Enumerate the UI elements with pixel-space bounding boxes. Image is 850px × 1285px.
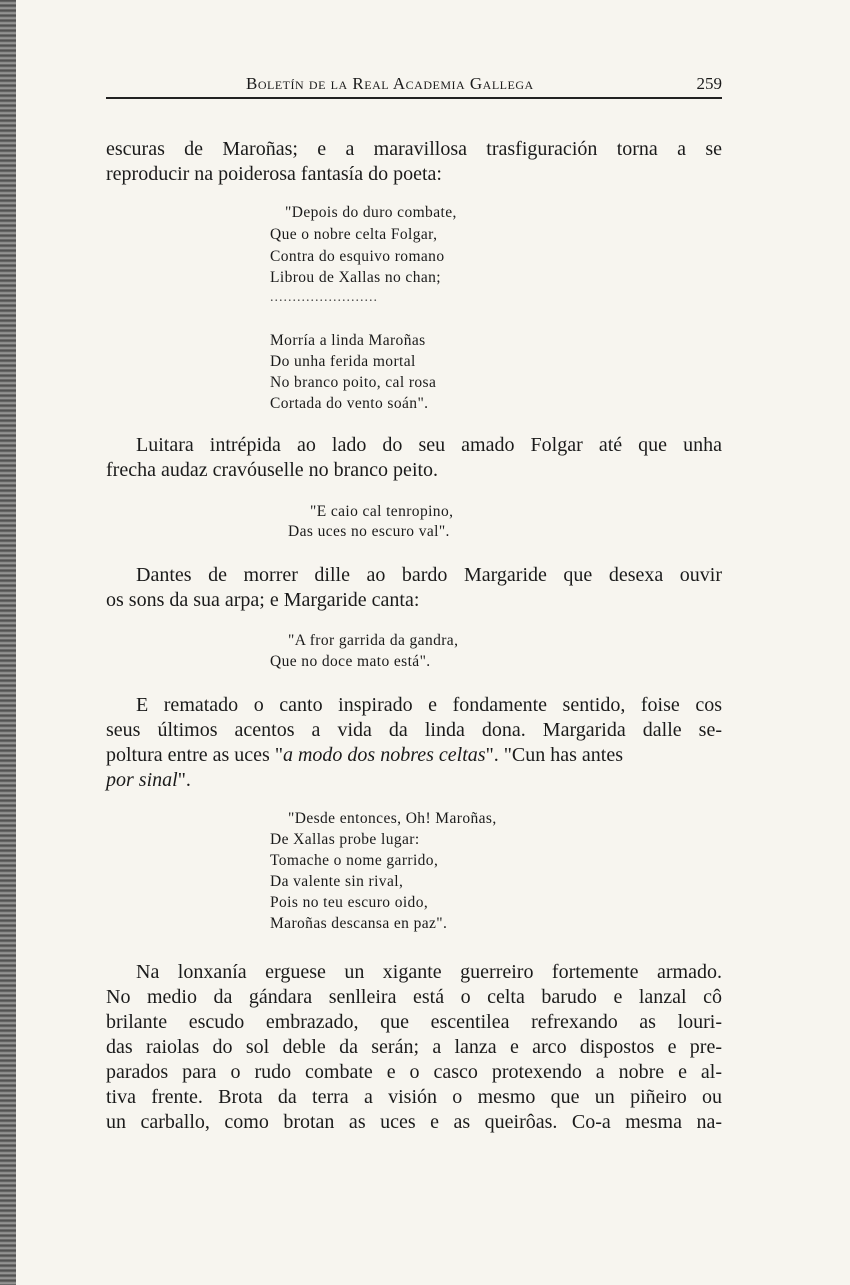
running-header xyxy=(106,72,722,98)
paragraph-3-line-2: os sons da sua arpa; e Margaride canta: xyxy=(106,589,420,611)
poem-1-line: No branco poito, cal rosa xyxy=(270,374,437,391)
poem-4-line: Tomache o nome garrido, xyxy=(270,852,439,869)
poem-3-line: Que no doce mato está". xyxy=(270,653,431,670)
poem-4-line: Maroñas descansa en paz". xyxy=(270,915,448,932)
book-spine-edge xyxy=(0,0,16,1285)
header-rule xyxy=(106,97,722,99)
paragraph-5-line-1: Na lonxanía erguese un xigante guerreiro fortemente armado. xyxy=(136,961,722,983)
poem-2-line: Das uces no escuro val". xyxy=(288,523,450,540)
poem-1-line: Librou de Xallas no chan; xyxy=(270,269,441,286)
poem-3-line: "A fror garrida da gandra, xyxy=(288,632,459,649)
paragraph-4-line-3-end: ". "Cun has antes xyxy=(485,744,623,766)
poem-1-line: "Depois do duro combate, xyxy=(285,204,457,221)
paragraph-3-line-1: Dantes de morrer dille ao bardo Margaride que desexa ouvir xyxy=(136,564,722,586)
poem-4-line: Da valente sin rival, xyxy=(270,873,404,890)
paragraph-5-line-7: un carballo, como brotan as uces e as queirôas. Co-a mesma na- xyxy=(106,1111,722,1133)
paragraph-4-line-1: E rematado o canto inspirado e fondamente sentido, foise cos xyxy=(136,694,722,716)
paragraph-1-line-1: escuras de Maroñas; e a maravillosa trasfiguración torna a se xyxy=(106,138,722,160)
poem-4-line: Pois no teu escuro oido, xyxy=(270,894,429,911)
paragraph-4-line-4 xyxy=(106,768,191,792)
poem-1-line: Morría a linda Maroñas xyxy=(270,332,426,349)
poem-1-line: Contra do esquivo romano xyxy=(270,248,445,265)
poem-1-line: Cortada do vento soán". xyxy=(270,395,429,412)
paragraph-5-line-3: brilante escudo embrazado, que escentilea refrexando as louri- xyxy=(106,1011,722,1033)
paragraph-4-line-2: seus últimos acentos a vida da linda dona. Margarida dalle se- xyxy=(106,719,722,741)
paragraph-5-line-5: parados para o rudo combate e o casco protexendo a nobre e al- xyxy=(106,1061,722,1083)
poem-2-line: "E caio cal tenropino, xyxy=(310,503,454,520)
paragraph-5-line-4: das raiolas do sol deble da serán; a lanza e arco dispostos e pre- xyxy=(106,1036,722,1058)
paragraph-4-italic-phrase: a modo dos nobres celtas xyxy=(282,744,486,766)
poem-4-line: "Desde entonces, Oh! Maroñas, xyxy=(288,810,497,827)
paragraph-5-line-2: No medio da gándara senlleira está o celta barudo e lanzal cô xyxy=(106,986,722,1008)
paragraph-4-italic-por-sinal: por sinal xyxy=(106,769,178,791)
poem-1-line: Do unha ferida mortal xyxy=(270,353,416,370)
paragraph-5-line-6: tiva frente. Brota da terra a visión o mesmo que un piñeiro ou xyxy=(106,1086,722,1108)
paragraph-4-line-3 xyxy=(106,743,722,767)
poem-4-line: De Xallas probe lugar: xyxy=(270,831,420,848)
paragraph-2-line-1: Luitara intrépida ao lado do seu amado Folgar até que unha xyxy=(136,434,722,456)
poem-1-ellipsis: ........................ xyxy=(270,290,378,305)
paragraph-2-line-2: frecha audaz cravóuselle no branco peito. xyxy=(106,459,439,481)
paragraph-4-line-3-start: poltura entre as uces " xyxy=(106,744,283,766)
poem-1-line: Que o nobre celta Folgar, xyxy=(270,226,438,243)
paragraph-1-line-2: reproducir na poiderosa fantasía do poeta: xyxy=(106,163,442,185)
running-title: Boletín de la Real Academia Gallega xyxy=(246,74,534,93)
paragraph-4-line-4-end: ". xyxy=(177,769,191,791)
page-number: 259 xyxy=(696,74,722,93)
